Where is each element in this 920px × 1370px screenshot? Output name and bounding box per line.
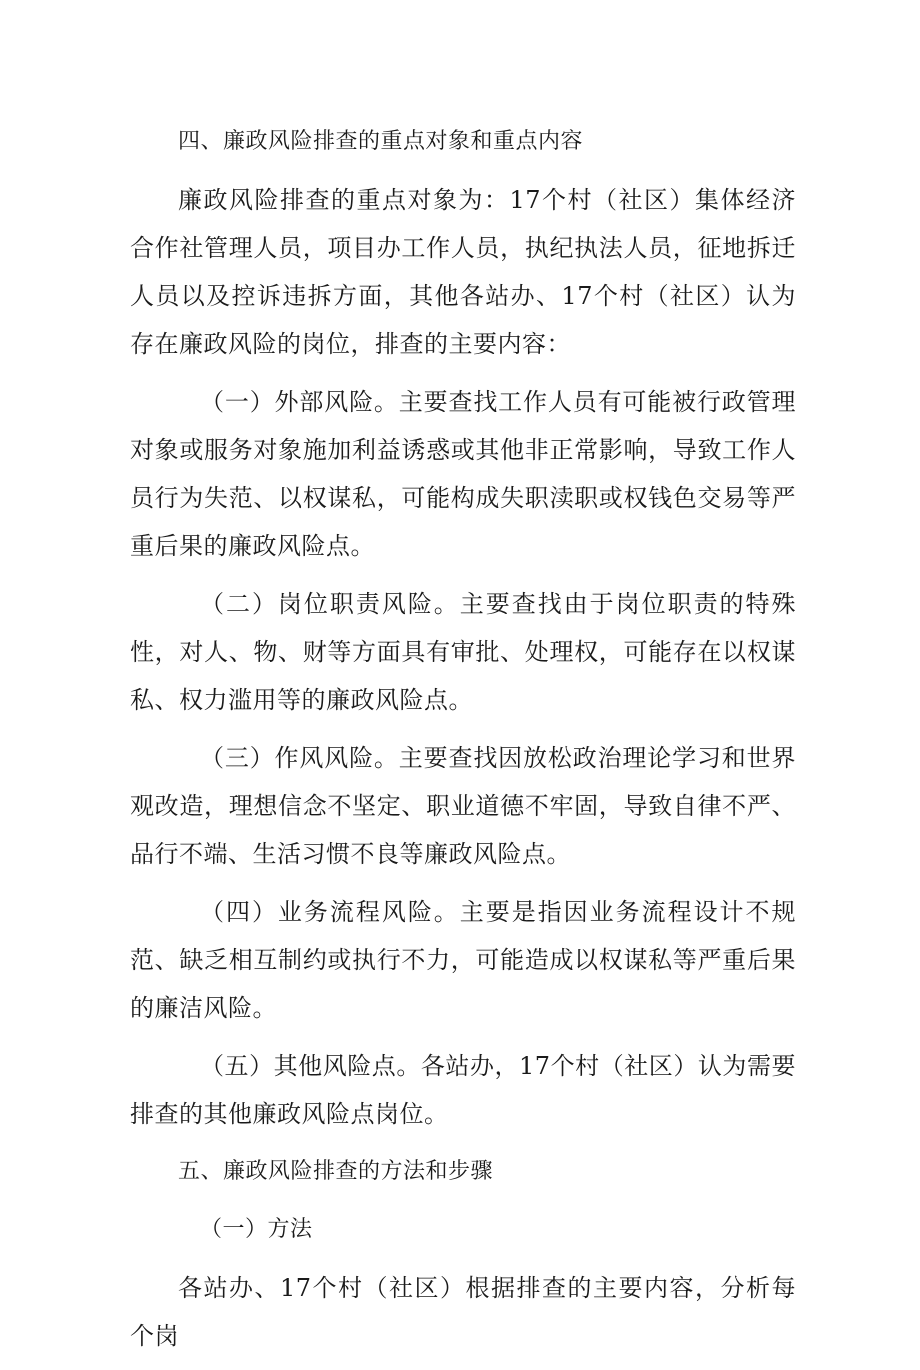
paragraph-external-risk: （一）外部风险。主要查找工作人员有可能被行政管理对象或服务对象施加利益诱惑或其他非正常影响，导致工作人员行为失范、以权谋私，可能构成失职渎职或权钱色交易等严重后果的廉政风险点。 bbox=[130, 388, 796, 560]
paragraph-post-duty-risk: （二）岗位职责风险。主要查找由于岗位职责的特殊性，对人、物、财等方面具有审批、处理权，可能存在以权谋私、权力滥用等的廉政风险点。 bbox=[130, 590, 796, 714]
paragraph-key-objects: 廉政风险排查的重点对象为：17个村（社区）集体经济合作社管理人员，项目办工作人员，执纪执法人员，征地拆迁人员以及控诉违拆方面，其他各站办、17个村（社区）认为存在廉政风险的岗位，排查的主要内容： bbox=[130, 186, 796, 358]
paragraph-other-risk: （五）其他风险点。各站办，17个村（社区）认为需要排查的其他廉政风险点岗位。 bbox=[130, 1052, 796, 1128]
paragraph-method: 各站办、17个村（社区）根据排查的主要内容，分析每个岗 bbox=[130, 1274, 796, 1350]
section-heading-five: 五、廉政风险排查的方法和步骤 bbox=[178, 1159, 494, 1184]
paragraph-work-style-risk: （三）作风风险。主要查找因放松政治理论学习和世界观改造，理想信念不坚定、职业道德不牢固，导致自律不严、品行不端、生活习惯不良等廉政风险点。 bbox=[130, 744, 796, 868]
paragraph-business-process-risk: （四）业务流程风险。主要是指因业务流程设计不规范、缺乏相互制约或执行不力，可能造成以权谋私等严重后果的廉洁风险。 bbox=[130, 898, 796, 1022]
document-body bbox=[130, 118, 796, 1370]
section-heading-four: 四、廉政风险排查的重点对象和重点内容 bbox=[178, 129, 584, 154]
subheading-method: （一）方法 bbox=[200, 1217, 313, 1242]
